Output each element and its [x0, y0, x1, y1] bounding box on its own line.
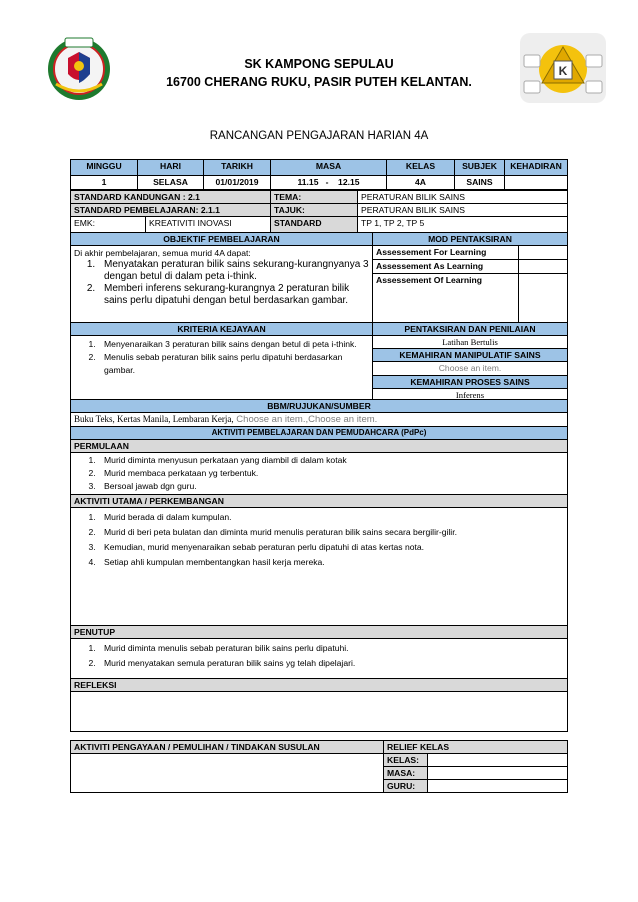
mod-header: MOD PENTAKSIRAN	[373, 233, 568, 246]
penutup-item: 1. Murid diminta menulis sebab peraturan bilik sains perlu dipatuhi.	[98, 641, 564, 656]
relief-guru-value[interactable]	[428, 780, 568, 793]
relief-header: RELIEF KELAS	[384, 741, 568, 754]
mod-item: Assessement As Learning	[373, 260, 519, 274]
pentaksiran-header: PENTAKSIRAN DAN PENILAIAN	[373, 323, 568, 336]
aktiviti-utama-body	[71, 508, 568, 626]
kriteria-item: 2. Menulis sebab peraturan bilik sains perlu dipatuhi berdasarkan gambar.	[98, 351, 369, 377]
refleksi-header: REFLEKSI	[71, 679, 568, 692]
proses-value[interactable]: Inferens	[373, 389, 568, 402]
school-name: SK KAMPONG SEPULAU	[244, 57, 394, 71]
permulaan-item: 2. Murid membaca perkataan yg terbentuk.	[98, 467, 564, 480]
mod-check[interactable]	[519, 274, 568, 323]
susulan-header: AKTIVITI PENGAYAAN / PEMULIHAN / TINDAKAN SUSULAN	[71, 741, 384, 754]
aktiviti-item: 3. Kemudian, murid menyenaraikan sebab peraturan perlu dipatuhi di atas kertas nota.	[98, 540, 564, 555]
col-masa: MASA	[271, 160, 387, 176]
bbm-main: Buku Teks, Kertas Manila, Lembaran Kerja,	[74, 414, 234, 424]
standard-pembelajaran: STANDARD PEMBELAJARAN: 2.1.1	[71, 204, 271, 217]
masa-value[interactable]: 11.15 - 12.15	[271, 176, 387, 190]
bbm-choose-item[interactable]: Choose an item.,Choose an item.	[233, 414, 378, 425]
tarikh-value[interactable]: 01/01/2019	[204, 176, 271, 190]
manipulatif-select[interactable]: Choose an item.	[373, 362, 568, 376]
proses-header: KEMAHIRAN PROSES SAINS	[373, 376, 568, 389]
kehadiran-value[interactable]	[505, 176, 568, 190]
kriteria-item: 1. Menyenaraikan 3 peraturan bilik sains dengan betul di peta i-think.	[98, 338, 369, 351]
minggu-value[interactable]: 1	[71, 176, 138, 190]
tema-label: TEMA:	[271, 191, 358, 204]
activities-table	[70, 399, 568, 732]
school-address: 16700 CHERANG RUKU, PASIR PUTEH KELANTAN.	[166, 75, 472, 89]
col-kelas: KELAS	[387, 160, 455, 176]
objektif-item: 1. Menyatakan peraturan bilik sains sekurang-kurangnyanya 3 dengan betul di dalam peta i-think.	[98, 259, 369, 283]
emk-label: EMK:	[71, 217, 146, 242]
kriteria-header: KRITERIA KEJAYAAN	[71, 323, 373, 336]
hari-value[interactable]: SELASA	[138, 176, 204, 190]
emk-value[interactable]: KREATIVITI INOVASI	[146, 217, 271, 242]
col-kehadiran: KEHADIRAN	[505, 160, 568, 176]
document-title: RANCANGAN PENGAJARAN HARIAN 4A	[209, 130, 429, 142]
relief-masa-value[interactable]	[428, 767, 568, 780]
pentaksiran-value[interactable]: Latihan Bertulis	[373, 336, 568, 349]
mod-item: Assessement Of Learning	[373, 274, 519, 323]
objectives-table	[70, 232, 568, 402]
relief-masa-label: MASA:	[384, 767, 428, 780]
tema-value[interactable]: PERATURAN BILIK SAINS	[358, 191, 568, 204]
standard-kandungan: STANDARD KANDUNGAN : 2.1	[71, 191, 271, 204]
aktiviti-utama-header: AKTIVITI UTAMA / PERKEMBANGAN	[71, 495, 568, 508]
aktiviti-item: 2. Murid di beri peta bulatan dan diminta murid menulis peraturan bilik sains secara bergilir-gilir.	[98, 525, 564, 540]
permulaan-item: 1. Murid diminta menyusun perkataan yang diambil di dalam kotak	[98, 454, 564, 467]
kelas-value[interactable]: 4A	[387, 176, 455, 190]
standard-prestasi-value[interactable]: TP 1, TP 2, TP 5	[358, 217, 568, 242]
aktiviti-header: AKTIVITI PEMBELAJARAN DAN PEMUDAHCARA (PdPc)	[71, 427, 568, 440]
tajuk-value[interactable]: PERATURAN BILIK SAINS	[358, 204, 568, 217]
bbm-value[interactable]	[71, 413, 568, 427]
susulan-body[interactable]	[71, 754, 384, 793]
col-hari: HARI	[138, 160, 204, 176]
col-minggu: MINGGU	[71, 160, 138, 176]
mod-check[interactable]	[519, 246, 568, 260]
mod-check[interactable]	[519, 260, 568, 274]
mod-item: Assessement For Learning	[373, 246, 519, 260]
right-logo-letter: K	[558, 64, 568, 78]
info-table	[70, 159, 568, 190]
permulaan-item: 3. Bersoal jawab dgn guru.	[98, 480, 564, 493]
school-crest-logo	[46, 34, 112, 102]
standard-prestasi-label: STANDARD	[271, 217, 358, 242]
refleksi-body[interactable]	[71, 692, 568, 732]
objektif-item: 2. Memberi inferens sekurang-kurangnya 2 peraturan bilik sains perlu dipatuhi dengan betul berdasarkan gambar.	[98, 283, 369, 307]
aktiviti-item: 1. Murid berada di dalam kumpulan.	[98, 510, 564, 525]
penutup-item: 2. Murid menyatakan semula peraturan bilik sains yg telah dipelajari.	[98, 656, 564, 671]
aktiviti-item: 4. Setiap ahli kumpulan membentangkan hasil kerja mereka.	[98, 555, 564, 570]
relief-guru-label: GURU:	[384, 780, 428, 793]
penutup-body	[71, 639, 568, 679]
kriteria-body	[71, 336, 373, 402]
permulaan-header: PERMULAAN	[71, 440, 568, 453]
objektif-body	[71, 246, 373, 323]
programme-logo	[520, 33, 606, 103]
penutup-header: PENUTUP	[71, 626, 568, 639]
objektif-header: OBJEKTIF PEMBELAJARAN	[71, 233, 373, 246]
objektif-intro: Di akhir pembelajaran, semua murid 4A dapat:	[74, 248, 251, 258]
relief-kelas-value[interactable]	[428, 754, 568, 767]
subjek-value[interactable]: SAINS	[455, 176, 505, 190]
manipulatif-header: KEMAHIRAN MANIPULATIF SAINS	[373, 349, 568, 362]
relief-kelas-label: KELAS:	[384, 754, 428, 767]
tajuk-label: TAJUK:	[271, 204, 358, 217]
bbm-header: BBM/RUJUKAN/SUMBER	[71, 400, 568, 413]
col-subjek: SUBJEK	[455, 160, 505, 176]
followup-table	[70, 740, 568, 793]
col-tarikh: TARIKH	[204, 160, 271, 176]
permulaan-body	[71, 453, 568, 495]
